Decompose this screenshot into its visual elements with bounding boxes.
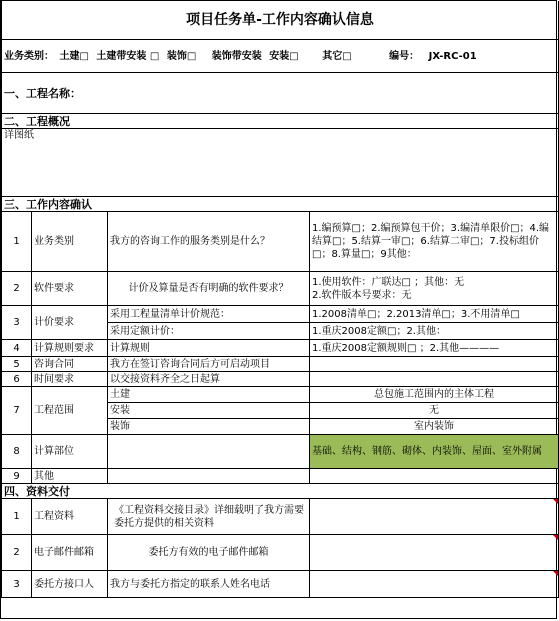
option-other[interactable]: 其它□ [322,50,352,62]
row-number: 7 [2,387,32,435]
row-answer[interactable] [310,272,559,306]
row-answer[interactable]: 1.重庆2008定额规则□ ；2.其他———— [310,340,559,357]
option-decoration-install[interactable]: 装饰带安装 [211,50,262,62]
row-question: 计价及算量是否有明确的软件要求？ [108,272,310,306]
delivery-row-number: 1 [2,499,32,535]
row-number: 3 [2,306,32,340]
row-question: 我方的咨询工作的服务类别是什么？ [108,212,310,272]
row-item: 计价要求 [32,306,108,340]
scope-value[interactable]: 室内装饰 [310,419,559,435]
row-item: 业务类别 [32,212,108,272]
row-answer[interactable] [310,469,559,484]
row-number: 8 [2,435,32,469]
row-question: 我方在签订咨询合同后方可启动项目 [108,357,310,372]
row-question [108,435,310,469]
delivery-row-desc: 委托方有效的电子邮件邮箱 [108,535,310,571]
scope-value[interactable]: 无 [310,403,559,419]
row-item: 工程范围 [32,387,108,435]
delivery-row-value[interactable] [310,535,559,571]
row-answer[interactable]: 1.编预算□；2.编预算包干价；3.编清单限价□；4.编结算□；5.结算一审□；6.结算二审□；7.投标组价□；8.算量□；9其他： [310,212,559,272]
page-title: 项目任务单-工作内容确认信息 [2,1,559,40]
section-overview-heading: 二、工程概况 [2,114,559,129]
option-civil-install[interactable]: 土建带安装 □ [96,50,160,62]
scope-label: 装饰 [108,419,310,435]
code-value: JX-RC-01 [428,50,477,62]
overview-body: 详图纸 [2,129,559,197]
meta-row [2,40,559,73]
option-decoration[interactable]: 装饰□ [166,50,197,62]
answer-line: 1.使用软件：广联达□ ；其他：无 [312,276,465,288]
row-question: 采用工程量清单计价规范： [108,306,310,323]
row-number: 5 [2,357,32,372]
row-question: 以交接资料齐全之日起算 [108,372,310,387]
delivery-row-number: 2 [2,535,32,571]
delivery-row-number: 3 [2,571,32,598]
scope-value[interactable]: 总包施工范围内的主体工程 [310,387,559,403]
row-number: 6 [2,372,32,387]
row-answer[interactable] [310,357,559,372]
form-table [1,1,559,598]
option-install[interactable]: 安装□ [269,50,299,62]
code-label: 编号： [389,50,420,62]
row-question: 采用定额计价： [108,323,310,340]
section-project-name: 一、工程名称： [2,73,559,114]
row-item: 其他 [32,469,108,484]
row-answer[interactable]: 1.重庆2008定额□；2.其他： [310,323,559,340]
row-question [108,469,310,484]
delivery-row-value[interactable] [310,571,559,598]
row-answer[interactable] [310,372,559,387]
row-item: 计算部位 [32,435,108,469]
answer-line: 2.软件版本号要求：无 [312,289,412,301]
delivery-row-item: 工程资料 [32,499,108,535]
row-number: 1 [2,212,32,272]
row-number: 2 [2,272,32,306]
category-label: 业务类别： [4,50,54,62]
scope-label: 安装 [108,403,310,419]
delivery-row-item: 电子邮件邮箱 [32,535,108,571]
scope-label: 土建 [108,387,310,403]
section-work-heading: 三、工作内容确认 [2,197,559,212]
section-delivery-heading: 四、资料交付 [2,484,559,499]
row-item: 咨询合同 [32,357,108,372]
delivery-row-item: 委托方接口人 [32,571,108,598]
delivery-row-value[interactable] [310,499,559,535]
row-number: 4 [2,340,32,357]
row-number: 9 [2,469,32,484]
delivery-row-desc: 《工程资料交接目录》详细载明了我方需要委托方提供的相关资料 [108,499,310,535]
option-civil[interactable]: 土建□ [59,50,89,62]
row-answer[interactable]: 1.2008清单□；2.2013清单□；3.不用清单□ [310,306,559,323]
row-item: 计算规则要求 [32,340,108,357]
row-item: 软件要求 [32,272,108,306]
row-question: 计算规则 [108,340,310,357]
row-item: 时间要求 [32,372,108,387]
row-answer-highlighted[interactable]: 基础、结构、钢筋、砌体、内装饰、屋面、室外附属 [310,435,559,469]
delivery-row-desc: 我方与委托方指定的联系人姓名电话 [108,571,310,598]
